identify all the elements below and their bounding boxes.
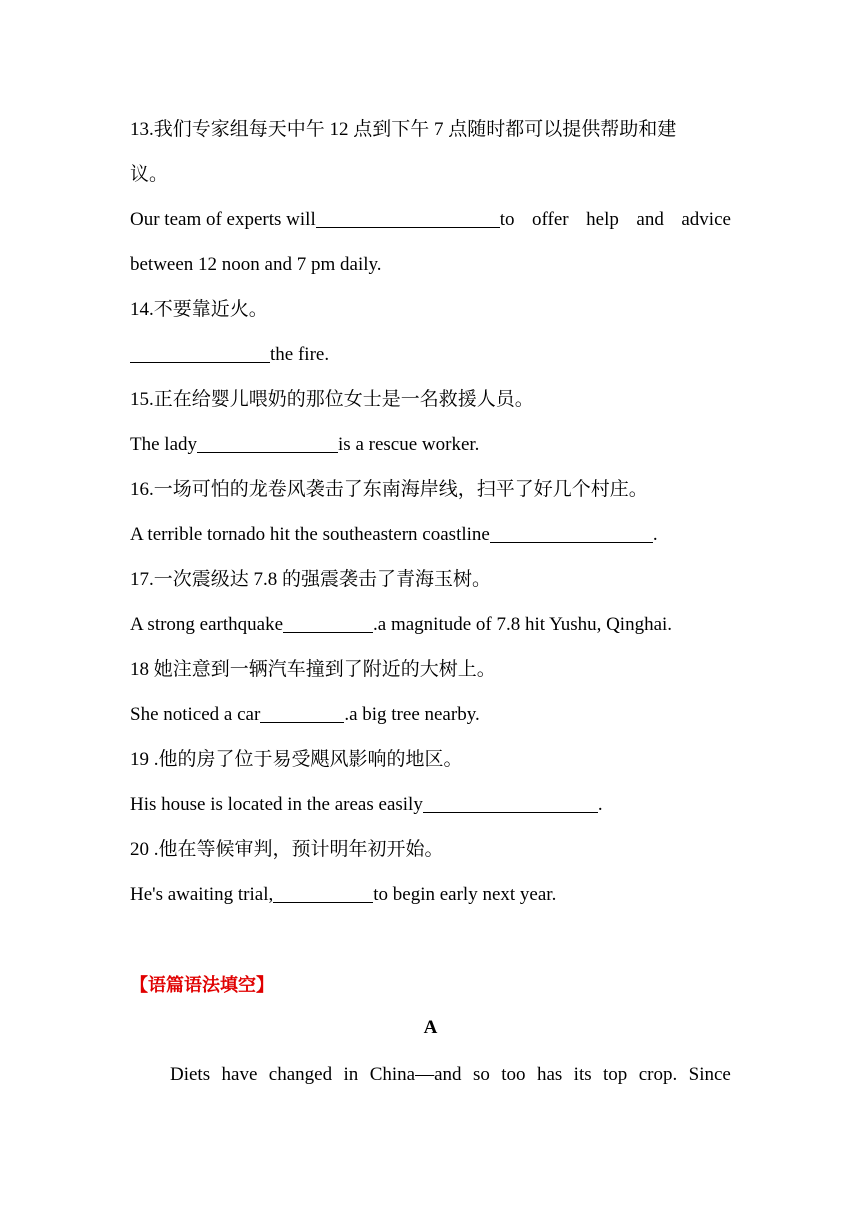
answer-blank[interactable] bbox=[273, 883, 373, 903]
answer-blank[interactable] bbox=[130, 343, 270, 363]
item-15-english-before: The lady bbox=[130, 434, 198, 455]
passage-word: Diets bbox=[170, 1064, 211, 1085]
item-15-english-after: is a rescue worker. bbox=[338, 434, 480, 455]
passage-letter: A bbox=[423, 1017, 438, 1038]
item-20-english bbox=[130, 883, 731, 907]
item-13-word: help bbox=[586, 209, 619, 230]
item-17-chinese: 17.一次震级达 7.8 的强震袭击了青海玉树。 bbox=[130, 569, 492, 590]
item-19-english-before: His house is located in the areas easily bbox=[130, 794, 423, 815]
item-13-chinese-line-2: 议。 bbox=[130, 164, 169, 185]
item-17-english-after: .a magnitude of 7.8 hit Yushu, Qinghai. bbox=[373, 614, 673, 635]
item-20-english-before: He's awaiting trial, bbox=[130, 884, 274, 905]
passage-word: crop. bbox=[638, 1064, 678, 1085]
item-16-english-after: . bbox=[652, 524, 658, 545]
passage-word: top bbox=[603, 1064, 628, 1085]
passage-word: Since bbox=[688, 1064, 731, 1085]
item-14-chinese: 14.不要靠近火。 bbox=[130, 299, 268, 320]
item-15-chinese: 15.正在给婴儿喂奶的那位女士是一名救援人员。 bbox=[130, 389, 534, 410]
item-13-english-before: Our team of experts will bbox=[130, 209, 316, 230]
item-18-english-after: .a big tree nearby. bbox=[344, 704, 480, 725]
answer-blank[interactable] bbox=[316, 208, 500, 228]
item-20-chinese: 20 .他在等候审判，预计明年初开始。 bbox=[130, 839, 444, 860]
passage-word: in bbox=[343, 1064, 359, 1085]
item-18-chinese: 18 她注意到一辆汽车撞到了附近的大树上。 bbox=[130, 659, 496, 680]
passage-word: its bbox=[573, 1064, 592, 1085]
item-18-english bbox=[130, 703, 731, 727]
passage-first-line bbox=[170, 1063, 731, 1087]
item-16-english bbox=[130, 523, 731, 547]
item-13-word: to bbox=[499, 209, 515, 230]
answer-blank[interactable] bbox=[423, 793, 598, 813]
item-17-english bbox=[130, 613, 731, 637]
passage-word: China—and bbox=[369, 1064, 462, 1085]
item-16-english-before: A terrible tornado hit the southeastern coastline bbox=[130, 524, 490, 545]
item-13-english-segment bbox=[130, 208, 515, 232]
passage-word: has bbox=[536, 1064, 563, 1085]
item-18-english-before: She noticed a car bbox=[130, 704, 261, 725]
passage-word: have bbox=[221, 1064, 258, 1085]
answer-blank[interactable] bbox=[260, 703, 344, 723]
passage-word: changed bbox=[268, 1064, 333, 1085]
item-15-english bbox=[130, 433, 731, 457]
item-19-english bbox=[130, 793, 731, 817]
item-13-english-line-2: between 12 noon and 7 pm daily. bbox=[130, 254, 382, 275]
passage-word: so bbox=[472, 1064, 490, 1085]
item-13-english-line-1 bbox=[130, 208, 731, 232]
item-13-word: advice bbox=[681, 209, 731, 230]
section-title: 【语篇语法填空】 bbox=[130, 975, 274, 996]
item-19-chinese: 19 .他的房了位于易受飓风影响的地区。 bbox=[130, 749, 463, 770]
item-14-english bbox=[130, 343, 731, 367]
item-20-english-after: to begin early next year. bbox=[373, 884, 557, 905]
item-13-word: and bbox=[636, 209, 664, 230]
passage-word: too bbox=[501, 1064, 526, 1085]
answer-blank[interactable] bbox=[490, 523, 653, 543]
item-13-chinese-line-1: 13.我们专家组每天中午 12 点到下午 7 点随时都可以提供帮助和建 bbox=[130, 119, 677, 140]
item-14-english-after: the fire. bbox=[270, 344, 330, 365]
item-13-word: offer bbox=[532, 209, 569, 230]
item-19-english-after: . bbox=[597, 794, 603, 815]
item-17-english-before: A strong earthquake bbox=[130, 614, 284, 635]
answer-blank[interactable] bbox=[283, 613, 373, 633]
item-16-chinese: 16.一场可怕的龙卷风袭击了东南海岸线，扫平了好几个村庄。 bbox=[130, 479, 648, 500]
answer-blank[interactable] bbox=[197, 433, 338, 453]
